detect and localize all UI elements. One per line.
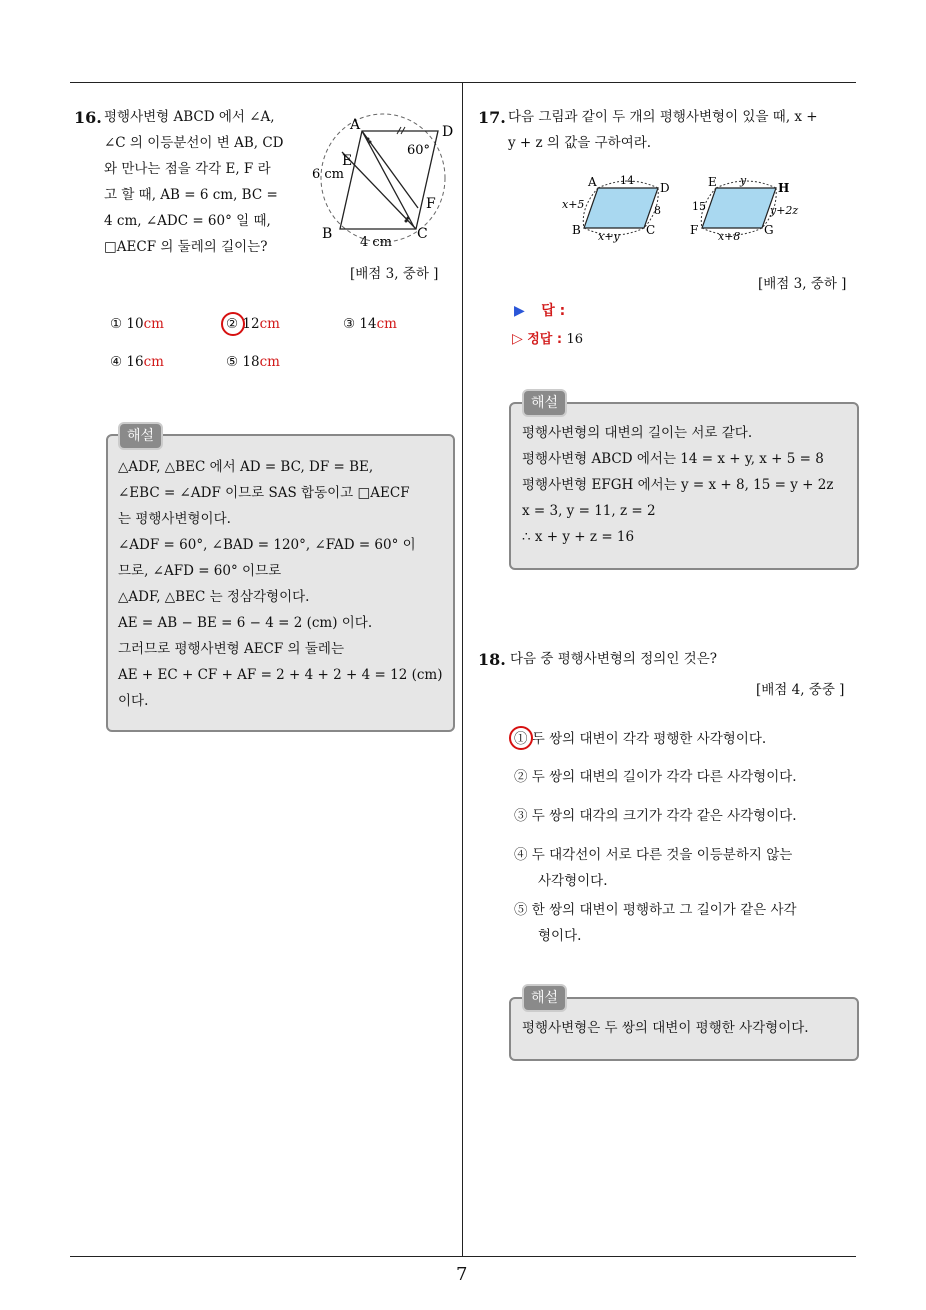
option-unit: cm: [259, 316, 280, 332]
q18-answer-circle-icon: [509, 726, 533, 750]
explanation-line: AE = AB − BE = 6 − 4 = 2 (cm) 이다.: [118, 615, 373, 631]
explanation-line: 그러므로 평행사변형 AECF 의 둘레는: [118, 641, 344, 657]
q17-line: 다음 그림과 같이 두 개의 평행사변형이 있을 때, x +: [508, 109, 818, 125]
option-text: 사각형이다.: [538, 873, 608, 889]
explanation-line: ∴ x + y + z = 16: [522, 529, 635, 545]
q18-explanation-tag: 해설: [522, 984, 567, 1012]
q16-line: ∠C 의 이등분선이 변 AB, CD: [104, 135, 284, 151]
explanation-line: ∠EBC = ∠ADF 이므로 SAS 합동이고 □AECF: [118, 485, 410, 501]
q17-answer-row: [514, 300, 565, 320]
q16-number: 16.: [74, 108, 102, 127]
q17-label-x5: x+5: [562, 198, 585, 211]
explanation-line: 는 평행사변형이다.: [118, 511, 231, 527]
page-number: 7: [456, 1264, 468, 1285]
q16-option-3[interactable]: [343, 316, 397, 332]
explanation-line: 므로, ∠AFD = 60° 이므로: [118, 563, 282, 579]
q17-line: y + z 의 값을 구하여라.: [508, 135, 652, 151]
q17-label-xy: x+y: [598, 230, 620, 243]
q16-explanation: [118, 454, 443, 714]
q16-label-left-length: 6 cm: [312, 167, 345, 182]
q17-figure: [558, 172, 818, 244]
q16-question: [104, 104, 304, 260]
q17-label-H: H: [778, 181, 790, 195]
q18-option-3[interactable]: [514, 803, 854, 829]
q17-question: [508, 104, 858, 156]
q18-option-2[interactable]: [514, 764, 854, 790]
q17-label-D: D: [660, 181, 670, 195]
column-divider: [462, 82, 463, 1257]
option-mark: ④: [514, 847, 528, 863]
q17-label-F: F: [690, 223, 699, 237]
option-text: 두 쌍의 대각의 크기가 각각 같은 사각형이다.: [531, 808, 797, 824]
q17-label-E: E: [708, 175, 717, 189]
q16-option-1[interactable]: [110, 316, 164, 332]
option-mark: ②: [226, 316, 239, 332]
q16-option-5[interactable]: [226, 354, 280, 370]
q16-label-F: F: [426, 196, 436, 212]
explanation-line: ∠ADF = 60°, ∠BAD = 120°, ∠FAD = 60° 이: [118, 537, 416, 553]
explanation-line: x = 3, y = 11, z = 2: [522, 503, 656, 519]
hollow-play-icon: ▷: [512, 331, 523, 347]
option-value: 16: [126, 354, 144, 370]
q16-label-D: D: [442, 124, 454, 140]
q17-label-x8: x+8: [718, 230, 741, 243]
q16-label-B: B: [322, 226, 333, 242]
q17-label-A: A: [588, 175, 597, 189]
q17-label-14: 14: [620, 174, 634, 187]
q17-score: [배점 3, 중하 ]: [758, 276, 847, 292]
q16-label-angle: 60°: [407, 143, 431, 158]
option-mark: ①: [514, 731, 528, 747]
q17-label-B: B: [572, 223, 581, 237]
explanation-line: 평행사변형의 대변의 길이는 서로 같다.: [522, 425, 753, 441]
q18-question: 다음 중 평행사변형의 정의인 것은?: [510, 651, 717, 667]
q16-label-bottom-length: 4 cm: [360, 235, 393, 250]
q16-option-4[interactable]: [110, 354, 164, 370]
option-unit: cm: [143, 316, 164, 332]
q16-line: 와 만나는 점을 각각 E, F 라: [104, 161, 271, 177]
q17-label-y2z: y+2z: [770, 204, 799, 217]
q18-option-1[interactable]: [514, 726, 854, 752]
option-mark: ③: [343, 316, 356, 332]
top-rule: [70, 82, 856, 83]
q17-explanation: [522, 420, 852, 550]
option-mark: ⑤: [226, 354, 239, 370]
option-mark: ②: [514, 769, 528, 785]
option-text: 형이다.: [538, 928, 582, 944]
q18-option-4[interactable]: [514, 842, 854, 894]
q16-line: 평행사변형 ABCD 에서 ∠A,: [104, 109, 275, 125]
q18-option-5[interactable]: [514, 897, 854, 949]
q16-figure: [310, 112, 460, 252]
q17-label-G: G: [764, 223, 774, 237]
option-value: 10: [126, 316, 144, 332]
q16-score: [배점 3, 중하 ]: [350, 266, 439, 282]
option-unit: cm: [143, 354, 164, 370]
q16-line: 고 할 때, AB = 6 cm, BC =: [104, 187, 278, 203]
q17-label-C: C: [646, 223, 656, 237]
option-text: 두 쌍의 대변의 길이가 각각 다른 사각형이다.: [531, 769, 797, 785]
explanation-line: △ADF, △BEC 에서 AD = BC, DF = BE,: [118, 459, 374, 475]
option-value: 14: [359, 316, 377, 332]
q16-explanation-tag: 해설: [118, 422, 163, 450]
explanation-line: 평행사변형 ABCD 에서는 14 = x + y, x + 5 = 8: [522, 451, 824, 467]
option-mark: ⑤: [514, 902, 528, 918]
play-icon: ▶: [514, 303, 525, 319]
option-unit: cm: [376, 316, 397, 332]
q16-line: □AECF 의 둘레의 길이는?: [104, 239, 268, 255]
option-text: 두 대각선이 서로 다른 것을 이등분하지 않는: [531, 847, 793, 863]
bottom-rule: [70, 1256, 856, 1257]
option-value: 18: [242, 354, 260, 370]
q16-label-A: A: [350, 117, 361, 133]
q17-label-15: 15: [692, 200, 706, 213]
q18-explanation: 평행사변형은 두 쌍의 대변이 평행한 사각형이다.: [522, 1020, 809, 1036]
q17-label-y: y: [740, 174, 747, 187]
q17-number: 17.: [478, 108, 506, 127]
q17-label-8: 8: [654, 204, 661, 217]
explanation-line: △ADF, △BEC 는 정삼각형이다.: [118, 589, 310, 605]
explanation-line: 평행사변형 EFGH 에서는 y = x + 8, 15 = y + 2z: [522, 477, 834, 493]
q18-number: 18.: [478, 650, 506, 669]
q16-answer-circle-icon: [221, 312, 245, 336]
option-unit: cm: [259, 354, 280, 370]
explanation-line: 이다.: [118, 693, 149, 709]
option-text: 한 쌍의 대변이 평행하고 그 길이가 같은 사각: [531, 902, 797, 918]
q16-label-E: E: [342, 153, 353, 169]
explanation-line: AE + EC + CF + AF = 2 + 4 + 2 + 4 = 12 (cm): [118, 667, 443, 683]
q16-label-C: C: [417, 226, 428, 242]
option-text: 두 쌍의 대변이 각각 평행한 사각형이다.: [531, 731, 767, 747]
option-mark: ④: [110, 354, 123, 370]
q16-line: 4 cm, ∠ADC = 60° 일 때,: [104, 213, 271, 229]
q17-explanation-tag: 해설: [522, 389, 567, 417]
answer-label: 답 :: [541, 303, 566, 319]
option-mark: ①: [110, 316, 123, 332]
q18-score: [배점 4, 중중 ]: [756, 682, 845, 698]
correct-value: 16: [566, 332, 584, 347]
option-value: 12: [242, 316, 260, 332]
option-mark: ③: [514, 808, 528, 824]
correct-label: 정답 :: [527, 332, 563, 347]
q17-correct-row: [512, 328, 583, 347]
